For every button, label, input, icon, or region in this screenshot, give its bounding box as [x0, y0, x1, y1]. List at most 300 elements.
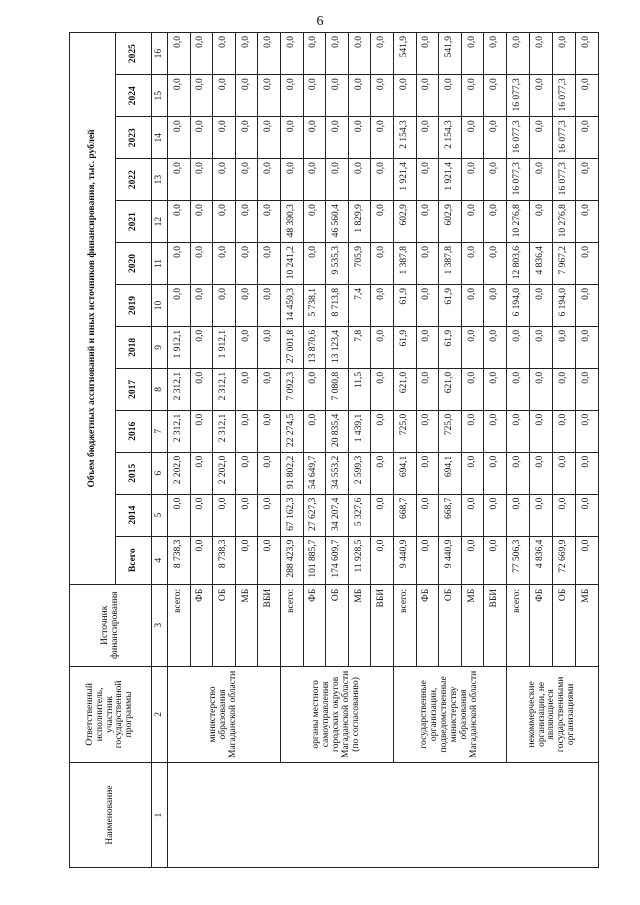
value-cell: 0,0	[461, 201, 484, 243]
value-cell: 0,0	[484, 326, 507, 368]
value-cell: 0,0	[213, 284, 236, 326]
value-cell: 7,8	[348, 326, 371, 368]
value-cell: 20 835,4	[326, 410, 349, 452]
value-cell: 0,0	[190, 452, 213, 494]
value-cell: 0,0	[371, 75, 394, 117]
value-cell: 0,0	[461, 410, 484, 452]
value-cell: 34 553,2	[326, 452, 349, 494]
rotated-table-frame	[69, 32, 599, 868]
value-cell: 4 836,4	[529, 536, 552, 584]
value-cell: 0,0	[235, 368, 258, 410]
value-cell: 7 092,3	[280, 368, 303, 410]
value-cell: 0,0	[235, 117, 258, 159]
column-number-cell: 6	[152, 452, 168, 494]
header-executor: Ответственный исполнитель, участник государственной программы	[70, 666, 152, 762]
value-cell: 0,0	[213, 117, 236, 159]
source-cell: ФБ	[190, 584, 213, 666]
value-cell: 1 921,4	[439, 159, 462, 201]
value-cell: 0,0	[168, 159, 191, 201]
value-cell: 0,0	[575, 201, 598, 243]
value-cell: 2 202,0	[213, 452, 236, 494]
source-cell: ВБИ	[484, 584, 507, 666]
value-cell: 0,0	[461, 452, 484, 494]
value-cell: 0,0	[168, 33, 191, 75]
value-cell: 2 312,1	[168, 410, 191, 452]
value-cell: 2 312,1	[213, 410, 236, 452]
value-cell: 0,0	[190, 243, 213, 285]
value-cell: 0,0	[258, 536, 281, 584]
value-cell: 0,0	[303, 410, 326, 452]
header-year-2019: 2019	[116, 284, 152, 326]
source-cell: МБ	[575, 584, 598, 666]
value-cell: 0,0	[371, 494, 394, 536]
value-cell: 1 912,1	[213, 326, 236, 368]
value-cell: 0,0	[190, 117, 213, 159]
value-cell: 0,0	[552, 410, 575, 452]
value-cell: 0,0	[529, 159, 552, 201]
value-cell: 0,0	[484, 243, 507, 285]
executor-cell: государственные организации, подведомственные министерству образования Магаданской области	[393, 666, 506, 762]
value-cell: 0,0	[575, 494, 598, 536]
value-cell: 621,0	[393, 368, 416, 410]
source-cell: ОБ	[326, 584, 349, 666]
value-cell: 0,0	[371, 326, 394, 368]
value-cell: 0,0	[190, 536, 213, 584]
value-cell: 0,0	[552, 452, 575, 494]
value-cell: 10 276,8	[552, 201, 575, 243]
source-cell: ВБИ	[371, 584, 394, 666]
value-cell: 0,0	[371, 201, 394, 243]
budget-table	[69, 32, 599, 868]
value-cell: 0,0	[213, 201, 236, 243]
value-cell: 5 327,6	[348, 494, 371, 536]
value-cell: 0,0	[213, 494, 236, 536]
value-cell: 11 928,5	[348, 536, 371, 584]
value-cell: 67 162,3	[280, 494, 303, 536]
value-cell: 0,0	[552, 33, 575, 75]
value-cell: 0,0	[484, 410, 507, 452]
value-cell: 0,0	[280, 159, 303, 201]
value-cell: 0,0	[484, 75, 507, 117]
value-cell: 0,0	[416, 201, 439, 243]
header-total: Всего	[116, 536, 152, 584]
value-cell: 0,0	[552, 326, 575, 368]
value-cell: 621,0	[439, 368, 462, 410]
value-cell: 602,9	[439, 201, 462, 243]
value-cell: 725,0	[393, 410, 416, 452]
value-cell: 0,0	[506, 33, 529, 75]
value-cell: 91 802,2	[280, 452, 303, 494]
value-cell: 1 921,4	[393, 159, 416, 201]
value-cell: 0,0	[416, 284, 439, 326]
value-cell: 0,0	[371, 33, 394, 75]
value-cell: 2 312,1	[168, 368, 191, 410]
value-cell: 0,0	[416, 243, 439, 285]
value-cell: 0,0	[258, 368, 281, 410]
value-cell: 16 077,3	[506, 159, 529, 201]
value-cell: 0,0	[303, 243, 326, 285]
value-cell: 0,0	[235, 284, 258, 326]
source-cell: ОБ	[213, 584, 236, 666]
value-cell: 0,0	[461, 284, 484, 326]
value-cell: 0,0	[235, 201, 258, 243]
table-row	[506, 33, 529, 868]
value-cell: 602,9	[393, 201, 416, 243]
value-cell: 0,0	[529, 75, 552, 117]
executor-cell: органы местного самоуправления городских округов Магаданской области (по согласованию)	[280, 666, 393, 762]
value-cell: 13 123,4	[326, 326, 349, 368]
value-cell: 0,0	[461, 159, 484, 201]
value-cell: 0,0	[371, 117, 394, 159]
value-cell: 0,0	[461, 243, 484, 285]
value-cell: 0,0	[371, 243, 394, 285]
value-cell: 0,0	[190, 284, 213, 326]
column-number-cell: 16	[152, 33, 168, 75]
header-year-2020: 2020	[116, 243, 152, 285]
value-cell: 725,0	[439, 410, 462, 452]
column-number-cell: 14	[152, 117, 168, 159]
value-cell: 2 154,3	[393, 117, 416, 159]
value-cell: 0,0	[213, 33, 236, 75]
value-cell: 0,0	[235, 452, 258, 494]
value-cell: 16 077,3	[506, 75, 529, 117]
value-cell: 0,0	[575, 326, 598, 368]
value-cell: 16 077,3	[552, 75, 575, 117]
value-cell: 61,9	[439, 284, 462, 326]
value-cell: 0,0	[416, 368, 439, 410]
value-cell: 0,0	[235, 536, 258, 584]
value-cell: 0,0	[168, 243, 191, 285]
header-year-2025: 2025	[116, 33, 152, 75]
value-cell: 0,0	[484, 452, 507, 494]
value-cell: 0,0	[190, 75, 213, 117]
value-cell: 0,0	[190, 33, 213, 75]
value-cell: 0,0	[461, 326, 484, 368]
value-cell: 48 390,3	[280, 201, 303, 243]
source-cell: МБ	[348, 584, 371, 666]
value-cell: 705,9	[348, 243, 371, 285]
value-cell: 0,0	[529, 117, 552, 159]
value-cell: 0,0	[484, 33, 507, 75]
header-name: Наименование	[70, 763, 152, 868]
value-cell: 8 738,3	[168, 536, 191, 584]
value-cell: 0,0	[280, 75, 303, 117]
value-cell: 8 713,8	[326, 284, 349, 326]
value-cell: 0,0	[575, 368, 598, 410]
value-cell: 7 080,8	[326, 368, 349, 410]
value-cell: 0,0	[552, 494, 575, 536]
header-source: Источник финансирования	[70, 584, 152, 666]
value-cell: 16 077,3	[552, 117, 575, 159]
value-cell: 0,0	[506, 368, 529, 410]
value-cell: 0,0	[303, 159, 326, 201]
value-cell: 0,0	[575, 452, 598, 494]
executor-cell: министерство образования Магаданской области	[168, 666, 281, 762]
value-cell: 0,0	[416, 117, 439, 159]
column-number-cell: 11	[152, 243, 168, 285]
header-year-2015: 2015	[116, 452, 152, 494]
value-cell: 77 506,3	[506, 536, 529, 584]
value-cell: 0,0	[575, 284, 598, 326]
value-cell: 0,0	[393, 75, 416, 117]
value-cell: 0,0	[461, 117, 484, 159]
value-cell: 4 836,4	[529, 243, 552, 285]
value-cell: 2 312,1	[213, 368, 236, 410]
value-cell: 0,0	[461, 75, 484, 117]
value-cell: 0,0	[168, 117, 191, 159]
header-volume: Объем бюджетных ассигнований и иных источников финансирования, тыс. рублей	[70, 33, 116, 585]
value-cell: 0,0	[258, 201, 281, 243]
column-number-cell: 13	[152, 159, 168, 201]
value-cell: 0,0	[575, 75, 598, 117]
column-number-cell: 9	[152, 326, 168, 368]
value-cell: 0,0	[371, 410, 394, 452]
value-cell: 27 627,3	[303, 494, 326, 536]
value-cell: 72 669,9	[552, 536, 575, 584]
value-cell: 0,0	[280, 117, 303, 159]
value-cell: 0,0	[258, 33, 281, 75]
value-cell: 668,7	[439, 494, 462, 536]
executor-cell: некоммерческие организации, не являющиеся государственными организациями	[506, 666, 598, 762]
value-cell: 0,0	[529, 284, 552, 326]
value-cell: 0,0	[326, 75, 349, 117]
column-number-cell: 7	[152, 410, 168, 452]
value-cell: 0,0	[258, 452, 281, 494]
value-cell: 0,0	[348, 159, 371, 201]
value-cell: 0,0	[235, 243, 258, 285]
header-year-2016: 2016	[116, 410, 152, 452]
value-cell: 22 274,5	[280, 410, 303, 452]
name-cell	[168, 763, 599, 868]
value-cell: 0,0	[461, 33, 484, 75]
value-cell: 0,0	[258, 117, 281, 159]
table-row	[280, 33, 303, 868]
value-cell: 0,0	[484, 284, 507, 326]
value-cell: 0,0	[235, 494, 258, 536]
column-number-cell: 3	[152, 584, 168, 666]
value-cell: 0,0	[416, 33, 439, 75]
value-cell: 0,0	[168, 284, 191, 326]
value-cell: 0,0	[190, 410, 213, 452]
value-cell: 0,0	[258, 494, 281, 536]
value-cell: 0,0	[506, 410, 529, 452]
value-cell: 0,0	[484, 159, 507, 201]
value-cell: 0,0	[190, 159, 213, 201]
value-cell: 0,0	[416, 452, 439, 494]
value-cell: 2 202,0	[168, 452, 191, 494]
value-cell: 541,9	[393, 33, 416, 75]
value-cell: 61,9	[393, 284, 416, 326]
value-cell: 0,0	[484, 117, 507, 159]
value-cell: 0,0	[303, 368, 326, 410]
value-cell: 0,0	[529, 33, 552, 75]
value-cell: 0,0	[190, 201, 213, 243]
value-cell: 6 194,0	[552, 284, 575, 326]
value-cell: 174 609,7	[326, 536, 349, 584]
value-cell: 0,0	[371, 284, 394, 326]
value-cell: 0,0	[190, 326, 213, 368]
source-cell: ОБ	[439, 584, 462, 666]
value-cell: 0,0	[168, 75, 191, 117]
value-cell: 0,0	[529, 494, 552, 536]
column-number-cell: 1	[152, 763, 168, 868]
value-cell: 1 829,9	[348, 201, 371, 243]
value-cell: 0,0	[326, 33, 349, 75]
column-number-cell: 4	[152, 536, 168, 584]
value-cell: 288 423,9	[280, 536, 303, 584]
value-cell: 9 535,3	[326, 243, 349, 285]
value-cell: 694,1	[439, 452, 462, 494]
header-year-2023: 2023	[116, 117, 152, 159]
value-cell: 1 439,1	[348, 410, 371, 452]
source-cell: всего:	[280, 584, 303, 666]
value-cell: 0,0	[575, 117, 598, 159]
value-cell: 0,0	[348, 75, 371, 117]
value-cell: 0,0	[484, 536, 507, 584]
value-cell: 0,0	[258, 243, 281, 285]
value-cell: 27 001,8	[280, 326, 303, 368]
value-cell: 0,0	[484, 368, 507, 410]
value-cell: 34 207,4	[326, 494, 349, 536]
value-cell: 0,0	[371, 159, 394, 201]
value-cell: 0,0	[258, 75, 281, 117]
value-cell: 0,0	[416, 326, 439, 368]
value-cell: 0,0	[235, 159, 258, 201]
value-cell: 0,0	[303, 33, 326, 75]
value-cell: 0,0	[258, 284, 281, 326]
header-year-2024: 2024	[116, 75, 152, 117]
value-cell: 101 885,7	[303, 536, 326, 584]
value-cell: 0,0	[529, 410, 552, 452]
value-cell: 61,9	[439, 326, 462, 368]
value-cell: 0,0	[506, 494, 529, 536]
source-cell: всего:	[393, 584, 416, 666]
source-cell: всего:	[168, 584, 191, 666]
value-cell: 0,0	[213, 159, 236, 201]
value-cell: 7,4	[348, 284, 371, 326]
value-cell: 0,0	[575, 410, 598, 452]
value-cell: 0,0	[235, 33, 258, 75]
page-number: 6	[316, 14, 324, 29]
column-number-cell: 5	[152, 494, 168, 536]
value-cell: 0,0	[575, 33, 598, 75]
column-number-cell: 15	[152, 75, 168, 117]
value-cell: 0,0	[371, 452, 394, 494]
value-cell: 0,0	[258, 159, 281, 201]
value-cell: 7 967,2	[552, 243, 575, 285]
value-cell: 5 738,1	[303, 284, 326, 326]
header-year-2022: 2022	[116, 159, 152, 201]
header-year-2017: 2017	[116, 368, 152, 410]
header-year-2021: 2021	[116, 201, 152, 243]
value-cell: 0,0	[258, 410, 281, 452]
value-cell: 13 870,6	[303, 326, 326, 368]
value-cell: 0,0	[326, 117, 349, 159]
value-cell: 16 077,3	[552, 159, 575, 201]
value-cell: 541,9	[439, 33, 462, 75]
value-cell: 10 276,8	[506, 201, 529, 243]
source-cell: всего:	[506, 584, 529, 666]
value-cell: 0,0	[326, 159, 349, 201]
value-cell: 9 440,9	[393, 536, 416, 584]
table-row	[168, 33, 191, 868]
value-cell: 0,0	[529, 368, 552, 410]
table-container	[69, 32, 599, 868]
column-number-cell: 2	[152, 666, 168, 762]
value-cell: 11,5	[348, 368, 371, 410]
value-cell: 12 803,6	[506, 243, 529, 285]
value-cell: 9 440,9	[439, 536, 462, 584]
value-cell: 0,0	[213, 75, 236, 117]
value-cell: 46 560,4	[326, 201, 349, 243]
column-number-cell: 10	[152, 284, 168, 326]
value-cell: 0,0	[371, 368, 394, 410]
header-year-2018: 2018	[116, 326, 152, 368]
value-cell: 0,0	[529, 452, 552, 494]
value-cell: 2 154,3	[439, 117, 462, 159]
value-cell: 16 077,3	[506, 117, 529, 159]
value-cell: 0,0	[416, 536, 439, 584]
value-cell: 0,0	[371, 536, 394, 584]
value-cell: 0,0	[168, 494, 191, 536]
value-cell: 10 241,2	[280, 243, 303, 285]
value-cell: 0,0	[280, 33, 303, 75]
column-number-cell: 8	[152, 368, 168, 410]
source-cell: МБ	[235, 584, 258, 666]
value-cell: 2 599,3	[348, 452, 371, 494]
value-cell: 61,9	[393, 326, 416, 368]
source-cell: ФБ	[529, 584, 552, 666]
value-cell: 0,0	[575, 536, 598, 584]
value-cell: 0,0	[552, 368, 575, 410]
value-cell: 0,0	[575, 243, 598, 285]
value-cell: 54 649,7	[303, 452, 326, 494]
value-cell: 0,0	[529, 201, 552, 243]
value-cell: 0,0	[416, 494, 439, 536]
value-cell: 0,0	[303, 201, 326, 243]
source-cell: ВБИ	[258, 584, 281, 666]
value-cell: 0,0	[461, 368, 484, 410]
value-cell: 1 387,8	[393, 243, 416, 285]
value-cell: 0,0	[416, 159, 439, 201]
value-cell: 6 194,0	[506, 284, 529, 326]
value-cell: 0,0	[348, 117, 371, 159]
source-cell: ОБ	[552, 584, 575, 666]
value-cell: 0,0	[439, 75, 462, 117]
value-cell: 0,0	[235, 75, 258, 117]
value-cell: 8 738,3	[213, 536, 236, 584]
value-cell: 0,0	[506, 452, 529, 494]
value-cell: 0,0	[213, 243, 236, 285]
value-cell: 0,0	[506, 326, 529, 368]
value-cell: 0,0	[303, 75, 326, 117]
value-cell: 0,0	[235, 410, 258, 452]
header-year-2014: 2014	[116, 494, 152, 536]
value-cell: 694,1	[393, 452, 416, 494]
value-cell: 1 912,1	[168, 326, 191, 368]
value-cell: 0,0	[190, 494, 213, 536]
value-cell: 0,0	[416, 410, 439, 452]
source-cell: ФБ	[303, 584, 326, 666]
value-cell: 0,0	[348, 33, 371, 75]
value-cell: 0,0	[258, 326, 281, 368]
value-cell: 0,0	[303, 117, 326, 159]
value-cell: 0,0	[461, 494, 484, 536]
value-cell: 0,0	[168, 201, 191, 243]
value-cell: 668,7	[393, 494, 416, 536]
value-cell: 0,0	[484, 494, 507, 536]
table-row	[393, 33, 416, 868]
